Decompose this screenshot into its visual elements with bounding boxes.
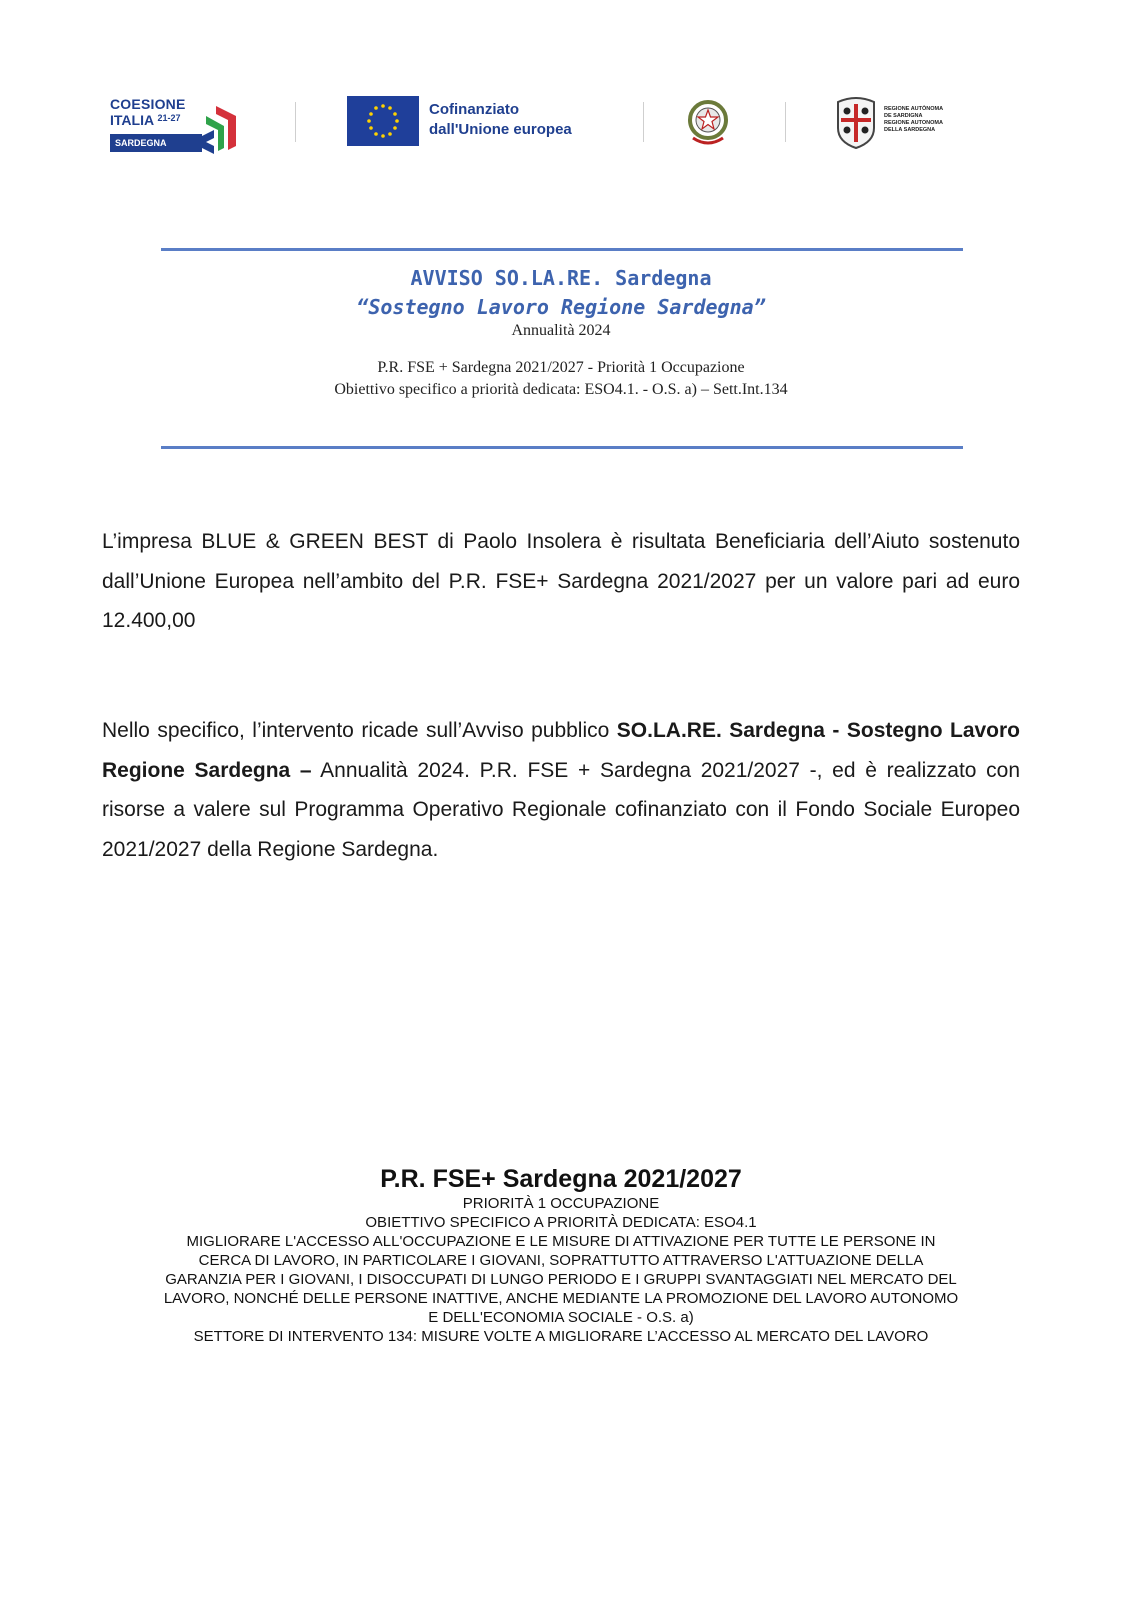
- coesione-italia-logo: [110, 96, 250, 156]
- coesione-line1: COESIONE: [110, 96, 186, 112]
- footer-line: E DELL'ECONOMIA SOCIALE - O.S. a): [428, 1309, 694, 1326]
- coesione-arrows-icon: [194, 102, 250, 154]
- ras-text: [884, 106, 964, 134]
- eu-flag-icon: [347, 96, 419, 146]
- footer-line: GARANZIA PER I GIOVANI, I DISOCCUPATI DI LUNGO PERIODO E I GRUPPI SVANTAGGIATI NEL MERCATO DEL: [165, 1271, 957, 1288]
- intervention-text-start: Nello specifico, l’intervento ricade sull’Avviso pubblico: [102, 719, 617, 742]
- footer-block: [0, 1165, 1122, 1346]
- eu-cofinanced-logo: [347, 96, 607, 148]
- ras-line2: DE SARDIGNA: [884, 113, 923, 119]
- ras-line1: REGIONE AUTÒNOMA: [884, 106, 944, 112]
- notice-title: AVVISO SO.LA.RE. Sardegna: [410, 266, 712, 290]
- objective-line: Obiettivo specifico a priorità dedicata: ESO4.1. - O.S. a) – Sett.Int.134: [334, 381, 788, 398]
- intervention-text-end: Annualità 2024. P.R. FSE + Sardegna 2021/2027 -, ed è realizzato con risorse a valere sul Programma Operativo Regionale cofinanziato con il Fondo Sociale Europeo 2021/2027 della Regione Sardegna.: [102, 758, 1021, 861]
- header-bottom-rule: [161, 446, 963, 449]
- footer-line: LAVORO, NONCHÉ DELLE PERSONE INATTIVE, ANCHE MEDIANTE LA PROMOZIONE DEL LAVORO AUTONOMO: [163, 1290, 959, 1307]
- coesione-line2: ITALIA $^{21-27}$: [110, 112, 181, 128]
- italian-republic-emblem-icon: [685, 96, 731, 153]
- ras-line4: DELLA SARDEGNA: [884, 127, 936, 133]
- footer-line: PRIORITÀ 1 OCCUPAZIONE: [462, 1195, 660, 1212]
- notice-subtitle: “Sostegno Lavoro Regione Sardegna”: [356, 295, 766, 319]
- beneficiary-paragraph: L’impresa BLUE & GREEN BEST di Paolo Insolera è risultata Beneficiaria dell’Aiuto sostenuto dall’Unione Europea nell’ambito del P.R. FSE+ Sardegna 2021/2027 per un valore pari ad euro 12.400,00: [102, 530, 1020, 632]
- footer-title: P.R. FSE+ Sardegna 2021/2027: [380, 1165, 742, 1193]
- footer-line: OBIETTIVO SPECIFICO A PRIORITÀ DEDICATA: ESO4.1: [365, 1214, 757, 1231]
- eu-text: [429, 100, 572, 140]
- logo-bar: [0, 88, 1122, 168]
- footer-line: SETTORE DI INTERVENTO 134: MISURE VOLTE A MIGLIORARE L’ACCESSO AL MERCATO DEL LAVORO: [193, 1328, 929, 1345]
- footer-line: CERCA DI LAVORO, IN PARTICOLARE I GIOVANI, SOPRATTUTTO ATTRAVERSO L'ATTUAZIONE DELLA: [198, 1252, 924, 1269]
- header-top-rule: [161, 248, 963, 251]
- intervention-text-bold: SO.LA.RE. Sardegna - Sostegno Lavoro Regione Sardegna –: [102, 719, 1020, 782]
- footer-line: MIGLIORARE L'ACCESSO ALL'OCCUPAZIONE E LE MISURE DI ATTIVAZIONE PER TUTTE LE PERSONE IN: [186, 1233, 936, 1250]
- regione-sardegna-logo: [832, 94, 944, 155]
- coesione-badge: SARDEGNA: [110, 134, 202, 152]
- eu-line1: Cofinanziato: [429, 101, 519, 118]
- ras-line3: REGIONE AUTONOMA: [884, 120, 943, 126]
- sardinia-coat-of-arms-icon: [832, 94, 880, 150]
- intervention-paragraph: [102, 711, 1020, 869]
- logo-separator: [643, 102, 644, 142]
- notice-year: Annualità 2024: [511, 322, 611, 339]
- logo-separator: [785, 102, 786, 142]
- logo-separator: [295, 102, 296, 142]
- program-line: P.R. FSE + Sardegna 2021/2027 - Priorità 1 Occupazione: [377, 359, 745, 376]
- eu-line2: dall'Unione europea: [429, 121, 572, 138]
